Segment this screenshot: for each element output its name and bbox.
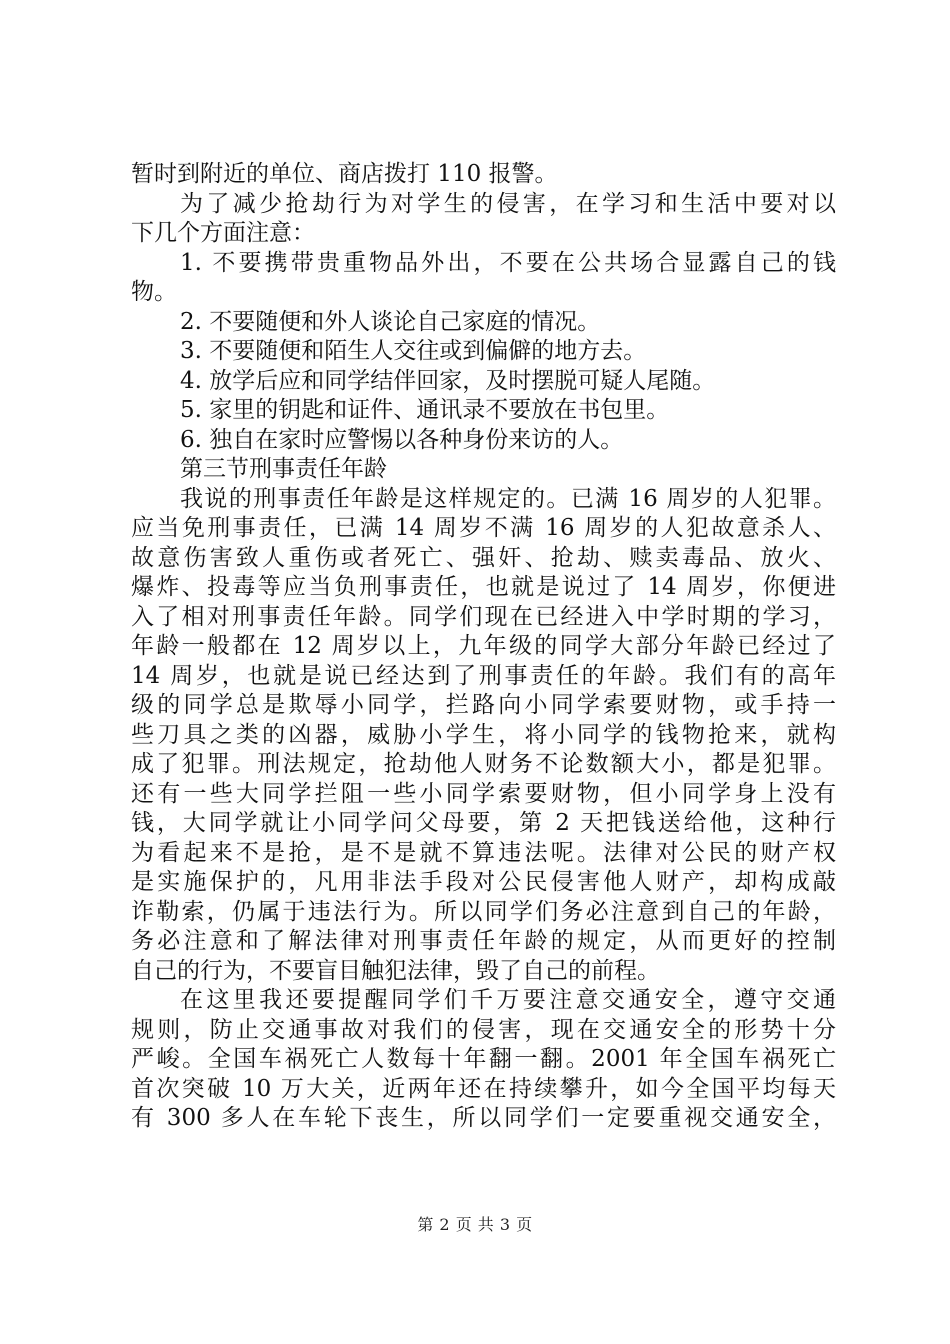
text-line: 钱，大同学就让小同学问父母要，第 2 天把钱送给他，这种行 [131,810,836,836]
text-line: 是实施保护的，凡用非法手段对公民侵害他人财产，却构成敲 [131,869,836,895]
text-line: 有 300 多人在车轮下丧生，所以同学们一定要重视交通安全， [131,1105,836,1131]
text-line: 还有一些大同学拦阻一些小同学索要财物，但小同学身上没有 [131,780,836,807]
list-item: 6. 独自在家时应警惕以各种身份来访的人。 [180,426,624,453]
text-line: 我说的刑事责任年龄是这样规定的。已满 16 周岁的人犯罪。 [180,485,836,512]
list-item: 3. 不要随便和陌生人交往或到偏僻的地方去。 [180,338,647,364]
text-line: 成了犯罪。刑法规定，抢劫他人财务不论数额大小，都是犯罪。 [131,751,836,777]
text-line: 应当免刑事责任，已满 14 周岁不满 16 周岁的人犯故意杀人、 [131,515,836,541]
text-line: 为看起来不是抢，是不是就不算违法呢。法律对公民的财产权 [131,839,836,866]
list-item: 2. 不要随便和外人谈论自己家庭的情况。 [180,308,601,335]
list-item: 4. 放学后应和同学结伴回家，及时摆脱可疑人尾随。 [180,367,716,394]
text-line: 下几个方面注意： [131,220,315,246]
text-line: 诈勒索，仍属于违法行为。所以同学们务必注意到自己的年龄， [131,898,836,925]
page-number-footer: 第 2 页 共 3 页 [417,1215,533,1234]
text-line: 自己的行为，不要盲目触犯法律，毁了自己的前程。 [131,957,660,984]
document-body [131,160,836,1134]
text-line: 在这里我还要提醒同学们千万要注意交通安全，遵守交通 [180,987,836,1013]
text-line: 14 周岁，也就是说已经达到了刑事责任的年龄。我们有的高年 [131,662,836,689]
text-line: 故意伤害致人重伤或者死亡、强奸、抢劫、赎卖毒品、放火、 [131,544,836,571]
section-heading: 第三节刑事责任年龄 [180,456,387,482]
text-line: 暂时到附近的单位、商店拨打 110 报警。 [131,161,558,187]
text-line: 入了相对刑事责任年龄。同学们现在已经进入中学时期的学习， [131,603,836,630]
text-line: 严峻。全国车祸死亡人数每十年翻一翻。2001 年全国车祸死亡 [131,1046,836,1072]
text-line: 务必注意和了解法律对刑事责任年龄的规定，从而更好的控制 [131,928,836,954]
text-line: 爆炸、投毒等应当负刑事责任，也就是说过了 14 周岁，你便进 [131,574,836,600]
text-line: 首次突破 10 万大关，近两年还在持续攀升，如今全国平均每天 [131,1075,836,1102]
list-item: 1. 不要携带贵重物品外出，不要在公共场合显露自己的钱 [180,249,836,276]
text-line: 年龄一般都在 12 周岁以上，九年级的同学大部分年龄已经过了 [131,633,836,659]
text-line: 为了减少抢劫行为对学生的侵害，在学习和生活中要对以 [180,190,836,217]
text-line: 些刀具之类的凶器，威胁小学生，将小同学的钱物抢来，就构 [131,721,836,748]
text-line: 规则，防止交通事故对我们的侵害，现在交通安全的形势十分 [131,1016,836,1043]
text-line: 物。 [131,279,177,305]
text-line: 级的同学总是欺辱小同学，拦路向小同学索要财物，或手持一 [131,692,836,718]
list-item: 5. 家里的钥匙和证件、通讯录不要放在书包里。 [180,397,670,423]
